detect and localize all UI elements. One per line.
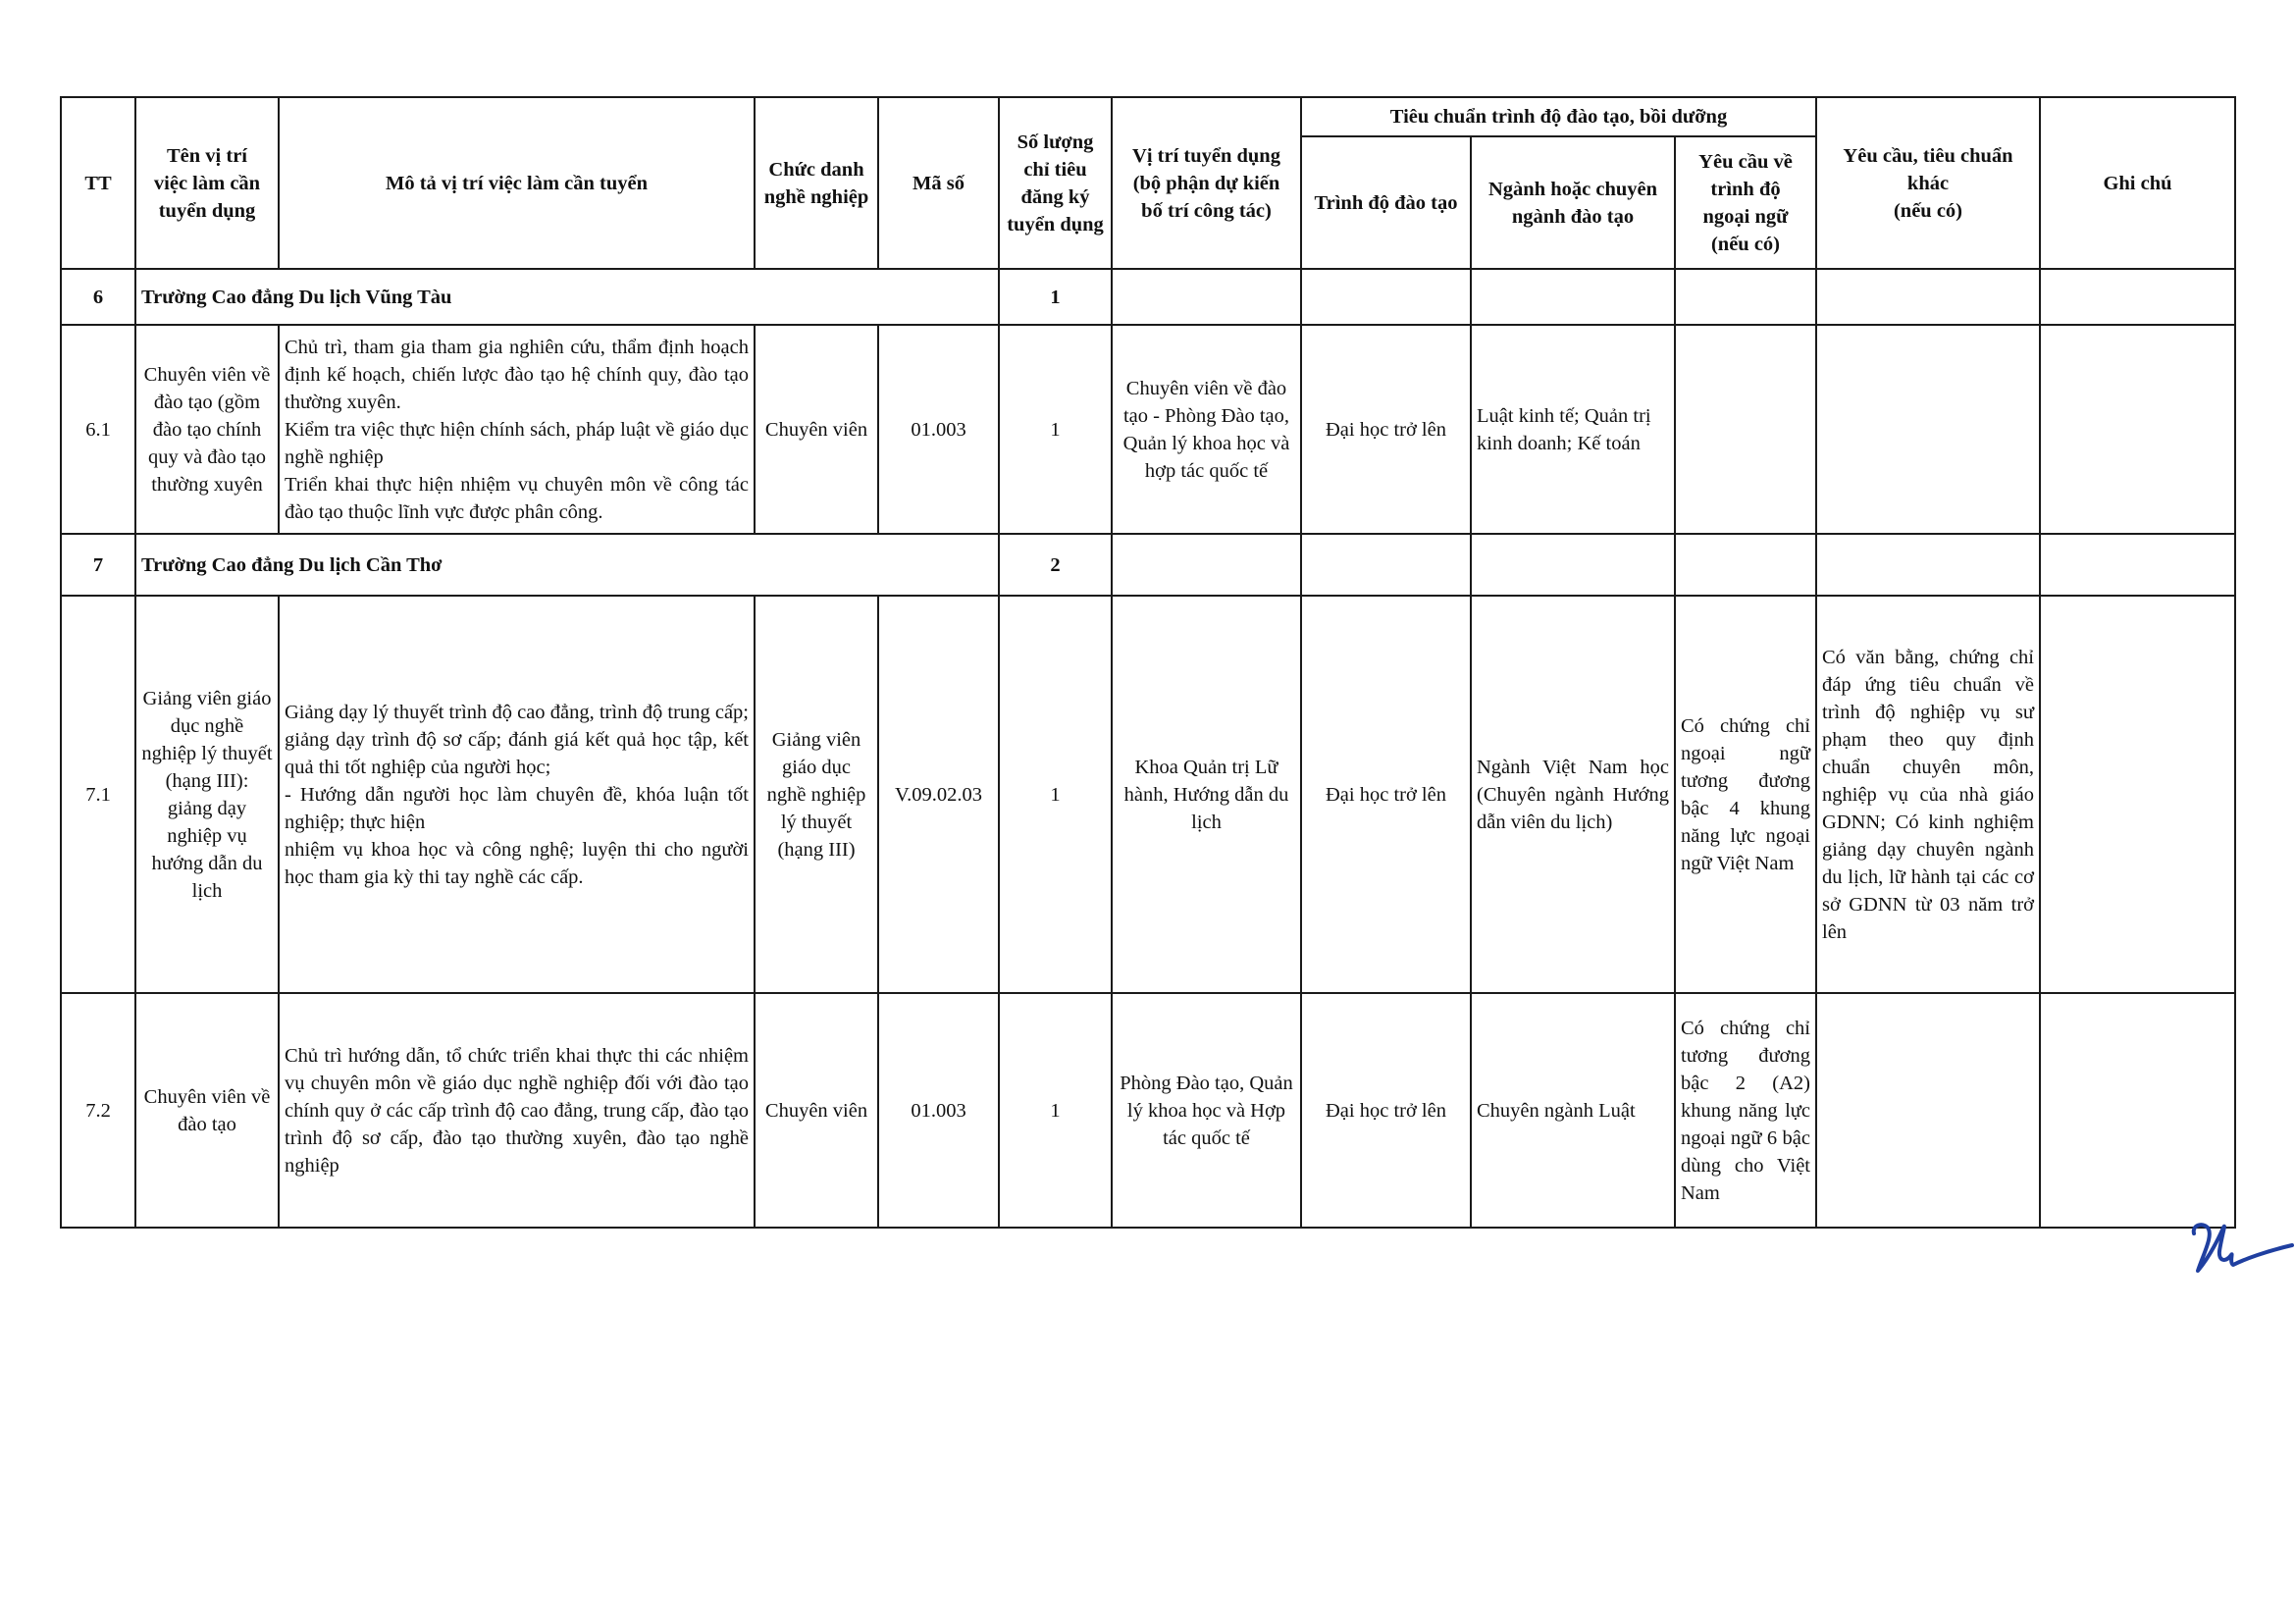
empty-cell (2040, 269, 2235, 325)
row-description: Giảng dạy lý thuyết trình độ cao đẳng, trình độ trung cấp; giảng dạy trình độ sơ cấp; đánh giá kết quả học tập, kết quả thi tốt nghiệp của người học; - Hướng dẫn người học làm chuyên đề, khóa luận tốt nghiệp; thực hiện nhiệm vụ khoa học và công nghệ; luyện thi cho người học tham gia kỳ thi tay nghề các cấp. (279, 596, 755, 993)
row-other-requirements (1816, 325, 2040, 534)
header-job-title: Chức danh nghề nghiệp (755, 97, 878, 269)
header-tt: TT (61, 97, 135, 269)
group-tt: 6 (61, 269, 135, 325)
empty-cell (2040, 534, 2235, 596)
row-code: 01.003 (878, 325, 999, 534)
header-training-standards-group: Tiêu chuẩn trình độ đào tạo, bồi dưỡng (1301, 97, 1816, 136)
row-notes (2040, 325, 2235, 534)
table-row (61, 993, 2235, 1228)
header-foreign-language: Yêu cầu về trình độ ngoại ngữ (nếu có) (1675, 136, 1816, 269)
header-placement: Vị trí tuyển dụng (bộ phận dự kiến bố trí công tác) (1112, 97, 1301, 269)
header-quota: Số lượng chỉ tiêu đăng ký tuyển dụng (999, 97, 1112, 269)
empty-cell (1675, 534, 1816, 596)
row-placement: Chuyên viên về đào tạo - Phòng Đào tạo, Quản lý khoa học và hợp tác quốc tế (1112, 325, 1301, 534)
row-job-title: Chuyên viên (755, 993, 878, 1228)
group-row (61, 534, 2235, 596)
table-row (61, 596, 2235, 993)
group-tt: 7 (61, 534, 135, 596)
row-code: 01.003 (878, 993, 999, 1228)
row-foreign-language: Có chứng chỉ tương đương bậc 2 (A2) khung năng lực ngoại ngữ 6 bậc dùng cho Việt Nam (1675, 993, 1816, 1228)
header-other-requirements: Yêu cầu, tiêu chuẩn khác (nếu có) (1816, 97, 2040, 269)
row-quota: 1 (999, 993, 1112, 1228)
group-row (61, 269, 2235, 325)
row-job-title: Giảng viên giáo dục nghề nghiệp lý thuyết (hạng III) (755, 596, 878, 993)
row-major: Chuyên ngành Luật (1471, 993, 1675, 1228)
empty-cell (1675, 269, 1816, 325)
group-quota: 2 (999, 534, 1112, 596)
recruitment-table (60, 96, 2236, 1229)
group-quota: 1 (999, 269, 1112, 325)
empty-cell (1112, 534, 1301, 596)
row-code: V.09.02.03 (878, 596, 999, 993)
row-tt: 7.2 (61, 993, 135, 1228)
row-education-level: Đại học trở lên (1301, 596, 1471, 993)
row-description: Chủ trì, tham gia tham gia nghiên cứu, thẩm định hoạch định kế hoạch, chiến lược đào tạo hệ chính quy, đào tạo thường xuyên. Kiểm tra việc thực hiện chính sách, pháp luật về giáo dục nghề nghiệp Triển khai thực hiện nhiệm vụ chuyên môn về công tác đào tạo thuộc lĩnh vực được phân công. (279, 325, 755, 534)
empty-cell (1301, 269, 1471, 325)
header-education-level: Trình độ đào tạo (1301, 136, 1471, 269)
row-education-level: Đại học trở lên (1301, 993, 1471, 1228)
row-other-requirements: Có văn bằng, chứng chỉ đáp ứng tiêu chuẩn về trình độ nghiệp vụ sư phạm theo quy định chuẩn chuyên môn, nghiệp vụ của nhà giáo GDNN; Có kinh nghiệm giảng dạy chuyên ngành du lịch, lữ hành tại các cơ sở GDNN từ 03 năm trở lên (1816, 596, 2040, 993)
row-job-title: Chuyên viên (755, 325, 878, 534)
row-placement: Phòng Đào tạo, Quản lý khoa học và Hợp tác quốc tế (1112, 993, 1301, 1228)
row-notes (2040, 993, 2235, 1228)
header-row-top (61, 97, 2235, 136)
empty-cell (1816, 269, 2040, 325)
row-position-name: Chuyên viên về đào tạo (gồm đào tạo chính quy và đào tạo thường xuyên (135, 325, 279, 534)
header-notes: Ghi chú (2040, 97, 2235, 269)
header-position-name: Tên vị trí việc làm cần tuyển dụng (135, 97, 279, 269)
group-name: Trường Cao đẳng Du lịch Vũng Tàu (135, 269, 999, 325)
row-notes (2040, 596, 2235, 993)
row-education-level: Đại học trở lên (1301, 325, 1471, 534)
row-position-name: Giảng viên giáo dục nghề nghiệp lý thuyết (hạng III): giảng dạy nghiệp vụ hướng dẫn du lịch (135, 596, 279, 993)
empty-cell (1816, 534, 2040, 596)
row-foreign-language (1675, 325, 1816, 534)
header-major: Ngành hoặc chuyên ngành đào tạo (1471, 136, 1675, 269)
row-major: Ngành Việt Nam học (Chuyên ngành Hướng dẫn viên du lịch) (1471, 596, 1675, 993)
handwritten-signature (2186, 1220, 2294, 1281)
row-placement: Khoa Quản trị Lữ hành, Hướng dẫn du lịch (1112, 596, 1301, 993)
header-code: Mã số (878, 97, 999, 269)
row-position-name: Chuyên viên về đào tạo (135, 993, 279, 1228)
row-other-requirements (1816, 993, 2040, 1228)
empty-cell (1112, 269, 1301, 325)
row-quota: 1 (999, 596, 1112, 993)
table-row (61, 325, 2235, 534)
empty-cell (1471, 269, 1675, 325)
row-foreign-language: Có chứng chỉ ngoại ngữ tương đương bậc 4 khung năng lực ngoại ngữ Việt Nam (1675, 596, 1816, 993)
row-tt: 6.1 (61, 325, 135, 534)
signature-stroke (2194, 1225, 2292, 1271)
row-description: Chủ trì hướng dẫn, tổ chức triển khai thực thi các nhiệm vụ chuyên môn về giáo dục nghề nghiệp đối với đào tạo chính quy ở các cấp trình độ cao đẳng, trung cấp, đào tạo trình độ sơ cấp, đào tạo thường xuyên, đào tạo nghề nghiệp (279, 993, 755, 1228)
row-major: Luật kinh tế; Quản trị kinh doanh; Kế toán (1471, 325, 1675, 534)
empty-cell (1301, 534, 1471, 596)
header-description: Mô tả vị trí việc làm cần tuyển (279, 97, 755, 269)
row-quota: 1 (999, 325, 1112, 534)
row-tt: 7.1 (61, 596, 135, 993)
group-name: Trường Cao đẳng Du lịch Cần Thơ (135, 534, 999, 596)
empty-cell (1471, 534, 1675, 596)
